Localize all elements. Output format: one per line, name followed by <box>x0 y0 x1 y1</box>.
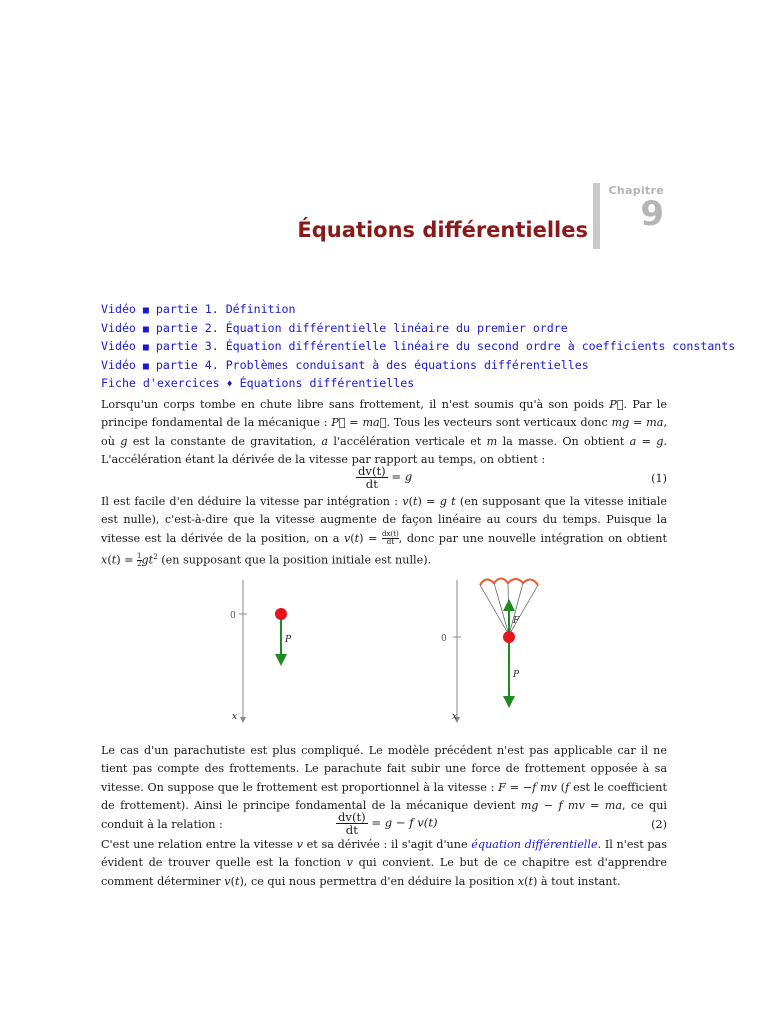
equation-2: $\frac{dv(t)}{dt}$ = g − f v(t) <box>338 810 438 837</box>
axis-label-left: x <box>232 712 238 722</box>
square-icon: ■ <box>142 342 149 354</box>
parachute-canopy <box>480 579 538 586</box>
origin-label-left: 0 <box>230 611 236 621</box>
mass-left <box>275 608 287 620</box>
link-video-part-2[interactable]: Vidéo ■ partie 2. Équation différentielle linéaire du premier ordre <box>101 320 568 335</box>
diamond-icon: ♦ <box>226 379 233 391</box>
square-icon: ■ <box>142 360 149 372</box>
paragraph-free-fall: Lorsqu'un corps tombe en chute libre sans frottement, il n'est soumis qu'à son poids P⃗. Par le principe fondamental de la mécanique : P⃗ = ma⃗. Tous les vecteurs sont verticaux donc mg = ma, où g est la constante de gravitation, a l'accélération verticale et m la masse. On obtient a = g. L'accélération étant la dérivée de la vitesse par rapport au temps, on obtient : <box>101 398 668 467</box>
equation-1: $\frac{dv(t)}{dt}$ = g <box>358 464 413 491</box>
axis-label-right: x <box>452 712 458 722</box>
chapter-label: Chapitre <box>608 184 664 197</box>
paragraph-integration: Il est facile d'en déduire la vitesse par intégration : v(t) = g t (en supposant que la vitesse initiale est nulle), c'est-à-dire que la vitesse augmente de façon linéaire au cours du temps. Puisque la vitesse est la dérivée de la position, on a v(t) = $\frac{dx(t)}{dt}$, donc par une nouvelle intégration on obtient x(t) = $\frac{1}{2}gt^2$ (en supposant que la position initiale est nulle). <box>101 495 668 569</box>
square-icon: ■ <box>142 323 149 335</box>
free-fall-figure <box>220 575 550 725</box>
equation-2-number: (2) <box>651 818 667 831</box>
link-exercise-sheet[interactable]: Fiche d'exercices ♦ Équations différentielles <box>101 376 415 391</box>
resource-links <box>101 301 735 394</box>
parachute-diagram <box>441 579 538 723</box>
term-differential-equation[interactable]: équation différentielle <box>471 838 598 851</box>
weight-label-right: P <box>513 670 520 680</box>
friction-label: F <box>513 616 520 626</box>
chapter-title: Équations différentielles <box>297 218 588 242</box>
weight-label-left: P <box>285 635 292 645</box>
free-fall-diagram <box>230 580 292 722</box>
link-video-part-3[interactable]: Vidéo ■ partie 3. Équation différentielle linéaire du second ordre à coefficients constants <box>101 339 736 354</box>
origin-label-right: 0 <box>441 634 447 644</box>
chapter-number: 9 <box>640 194 664 234</box>
paragraph-conclusion: C'est une relation entre la vitesse v et sa dérivée : il s'agit d'une équation différentielle. Il n'est pas évident de trouver quelle est la fonction v qui convient. Le but de ce chapitre est d'apprendre comment déterminer v(t), ce qui nous permettra d'en déduire la position x(t) à tout instant. <box>101 838 668 888</box>
chapter-divider <box>593 183 600 249</box>
link-video-part-4[interactable]: Vidéo ■ partie 4. Problèmes conduisant à des équations différentielles <box>101 357 589 372</box>
paragraph-parachute: Le cas d'un parachutiste est plus compliqué. Le modèle précédent n'est pas applicable car il ne tient pas compte des frottements. Le parachute fait subir une force de frottement opposée à sa vitesse. On suppose que le frottement est proportionnel à la vitesse : F = −f mv (f est le coefficient de frottement). Ainsi le principe fondamental de la mécanique devient mg − f mv = ma, ce qui conduit à la relation : <box>101 744 667 831</box>
equation-1-number: (1) <box>651 472 667 485</box>
link-video-part-1[interactable]: Vidéo ■ partie 1. Définition <box>101 302 296 316</box>
mass-right <box>503 631 515 643</box>
square-icon: ■ <box>142 305 149 316</box>
